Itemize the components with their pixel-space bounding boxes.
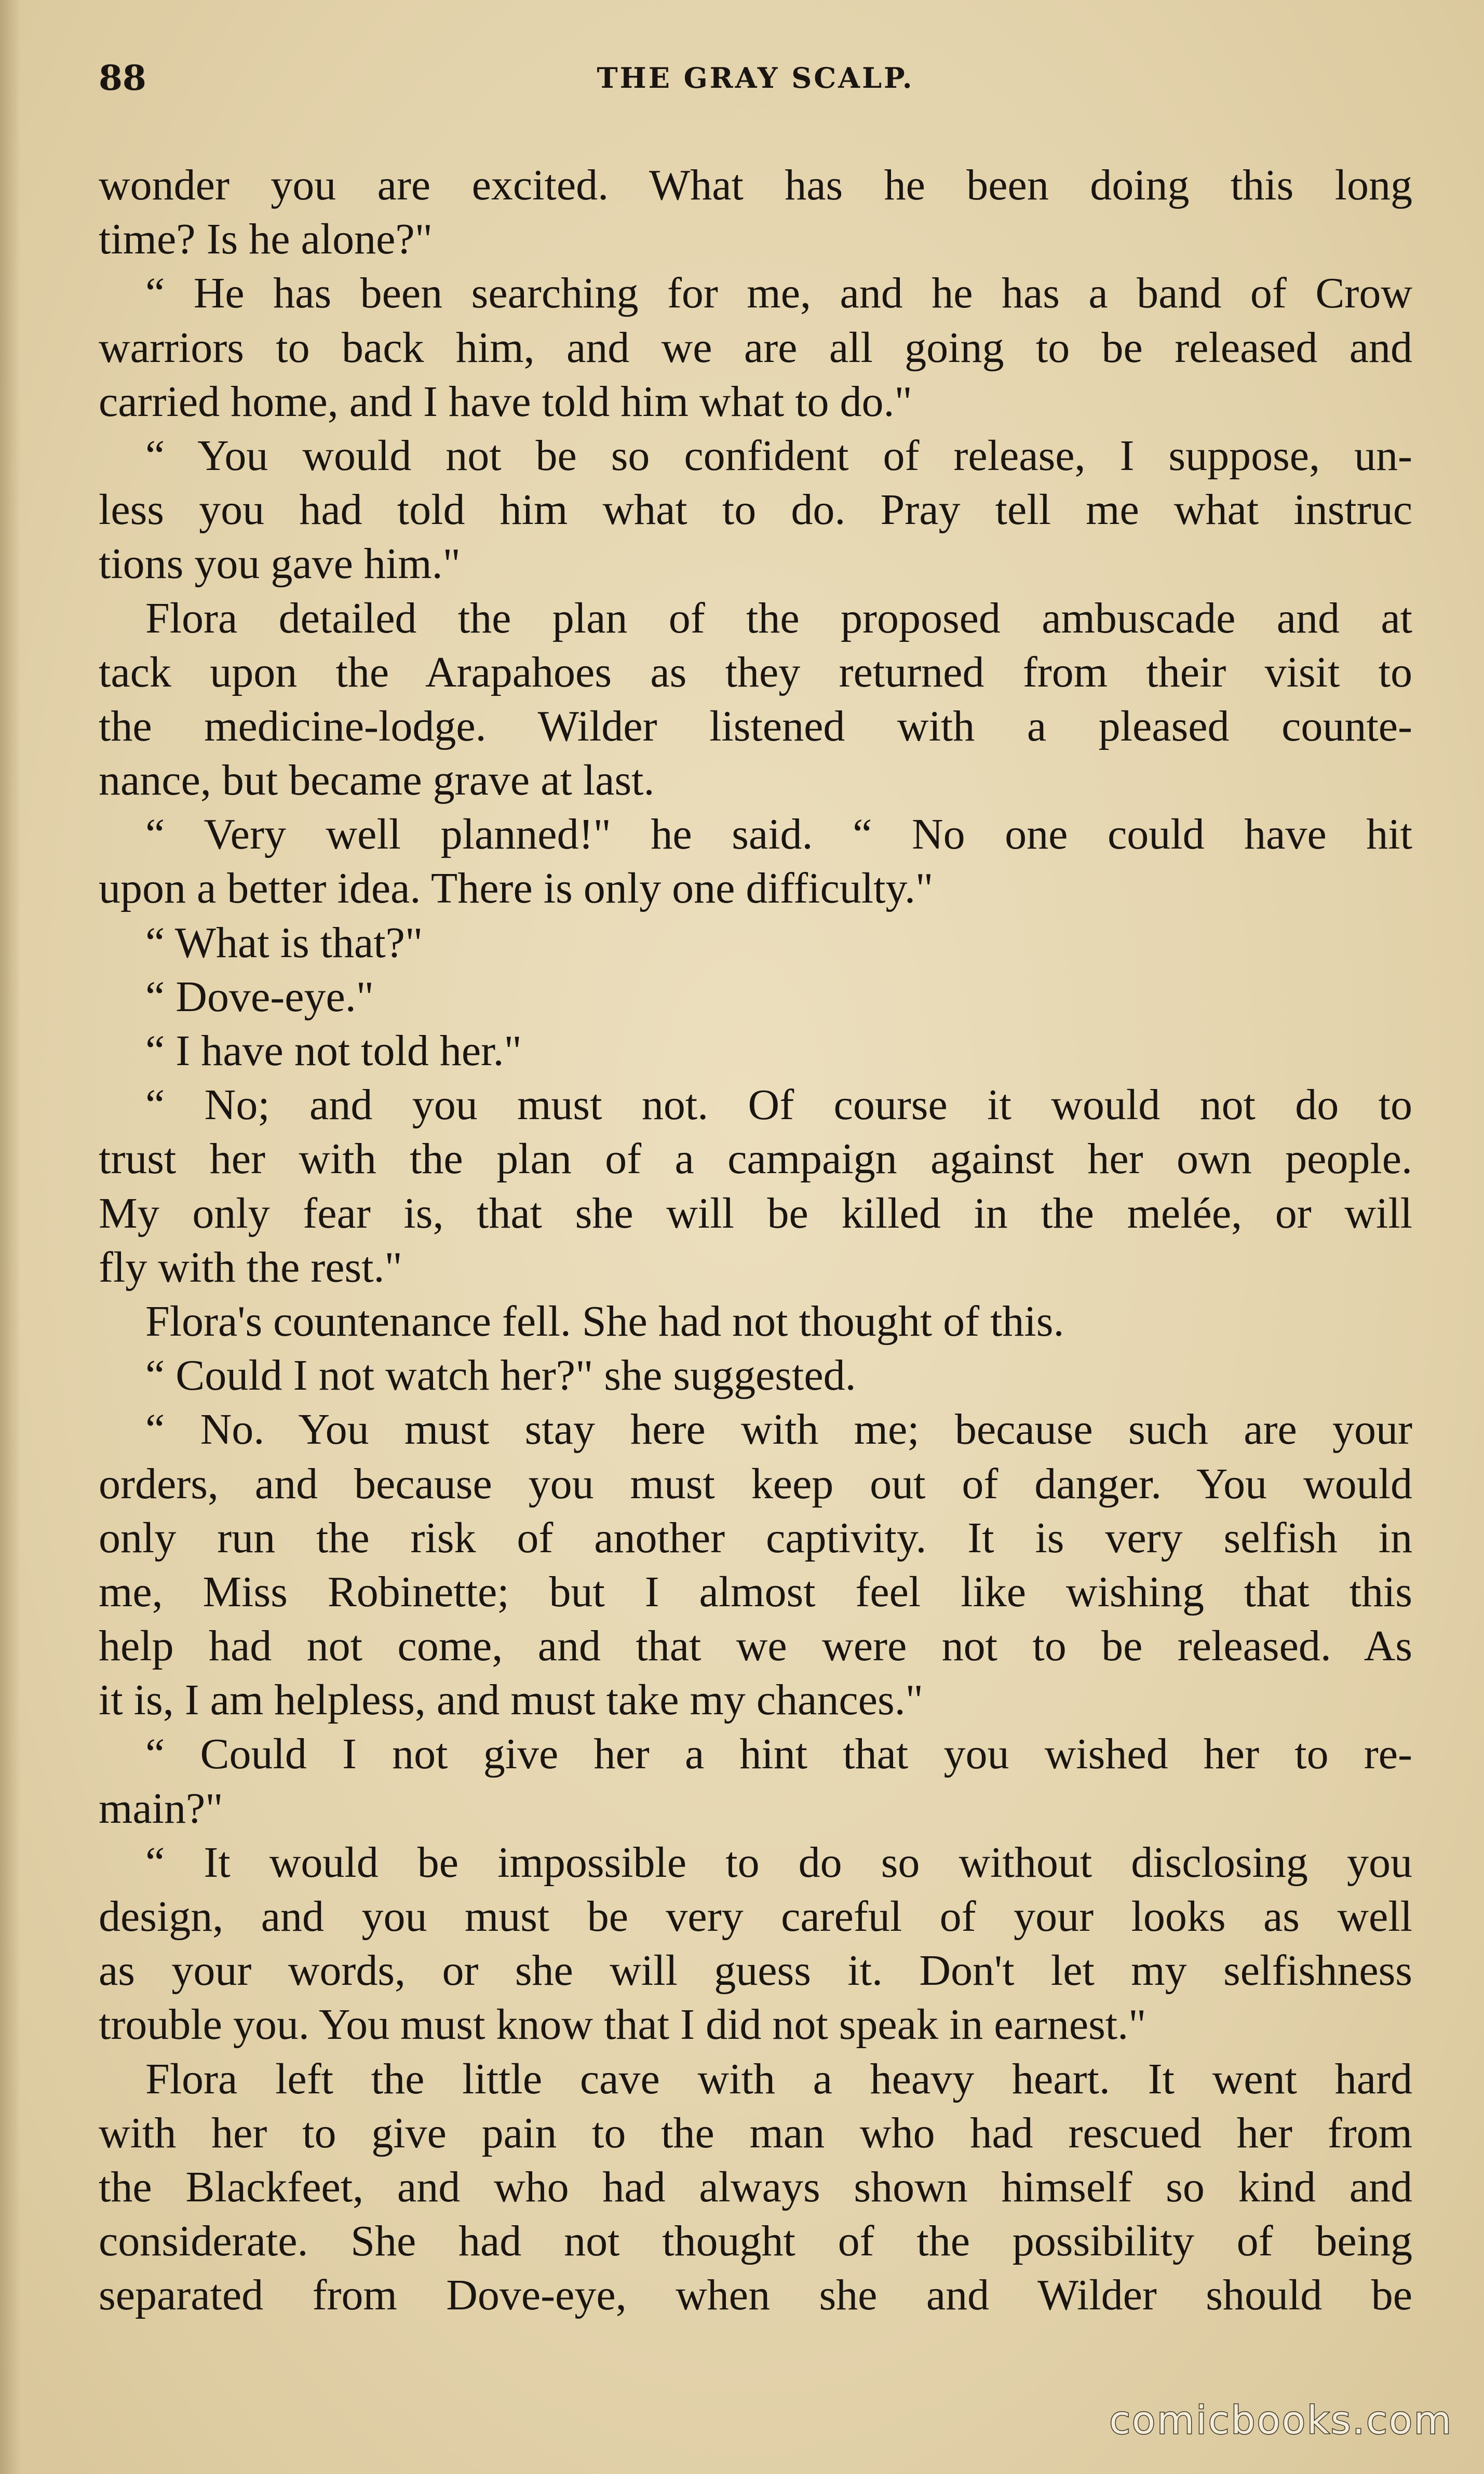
running-title: THE GRAY SCALP. <box>597 61 914 95</box>
text-line: only run the risk of another captivity. It is very selfish in <box>99 1513 1412 1562</box>
text-line: as your words, or she will guess it. Don't let my selfishness <box>99 1946 1412 1995</box>
page-edge-shadow <box>0 0 21 2474</box>
text-line: upon a better idea. There is only one difficulty." <box>99 864 934 913</box>
text-line: orders, and because you must keep out of danger. You would <box>99 1459 1412 1508</box>
text-line: “ Very well planned!" he said. “ No one could have hit <box>145 810 1412 859</box>
text-line: considerate. She had not thought of the possibility of being <box>99 2217 1412 2266</box>
text-line: Flora detailed the plan of the proposed ambuscade and at <box>145 594 1412 642</box>
text-line: “ Dove-eye." <box>145 972 374 1021</box>
text-line: the Blackfeet, and who had always shown himself so kind and <box>99 2162 1412 2211</box>
text-line: trouble you. You must know that I did not speak in earnest." <box>99 2000 1146 2049</box>
text-line: Flora's countenance fell. She had not thought of this. <box>145 1297 1064 1346</box>
text-line: carried home, and I have told him what to do." <box>99 377 912 426</box>
text-line: fly with the rest." <box>99 1243 402 1292</box>
text-line: “ No; and you must not. Of course it would not do to <box>145 1081 1412 1130</box>
text-line: design, and you must be very careful of your looks as well <box>99 1892 1412 1941</box>
text-line: time? Is he alone?" <box>99 215 433 264</box>
text-line: “ It would be impossible to do so without disclosing you <box>145 1838 1412 1887</box>
text-line: Flora left the little cave with a heavy heart. It went hard <box>145 2054 1412 2103</box>
text-line: main?" <box>99 1784 223 1833</box>
text-line: warriors to back him, and we are all going to be released and <box>99 323 1412 372</box>
text-line: “ No. You must stay here with me; because such are your <box>145 1405 1412 1454</box>
page-header <box>99 49 1412 106</box>
text-line: “ Could I not give her a hint that you wished her to re- <box>145 1730 1412 1779</box>
text-line: “ What is that?" <box>145 918 423 967</box>
text-line: separated from Dove-eye, when she and Wilder should be <box>99 2271 1412 2320</box>
text-line: less you had told him what to do. Pray tell me what instruc <box>99 486 1412 534</box>
text-line: the medicine-lodge. Wilder listened with a pleased counte- <box>99 702 1412 750</box>
text-line: wonder you are excited. What has he been doing this long <box>99 161 1412 209</box>
text-line: nance, but became grave at last. <box>99 756 655 805</box>
text-line: “ Could I not watch her?" she suggested. <box>145 1351 856 1400</box>
body-text <box>99 158 1412 2323</box>
text-line: me, Miss Robinette; but I almost feel like wishing that this <box>99 1567 1412 1616</box>
text-line: with her to give pain to the man who had rescued her from <box>99 2108 1412 2157</box>
text-line: My only fear is, that she will be killed in the melée, or will <box>99 1189 1412 1238</box>
watermark: comicbooks.com <box>1109 2398 1453 2443</box>
text-line: trust her with the plan of a campaign against her own people. <box>99 1135 1412 1184</box>
text-line: it is, I am helpless, and must take my chances." <box>99 1676 923 1725</box>
text-line: “ You would not be so confident of release, I suppose, un- <box>145 431 1412 480</box>
text-line: tions you gave him." <box>99 540 461 588</box>
text-line: “ He has been searching for me, and he has a band of Crow <box>145 269 1412 318</box>
text-line: “ I have not told her." <box>145 1027 522 1075</box>
text-line: help had not come, and that we were not to be released. As <box>99 1622 1412 1671</box>
text-line: tack upon the Arapahoes as they returned from their visit to <box>99 648 1412 696</box>
page-number: 88 <box>99 58 146 98</box>
